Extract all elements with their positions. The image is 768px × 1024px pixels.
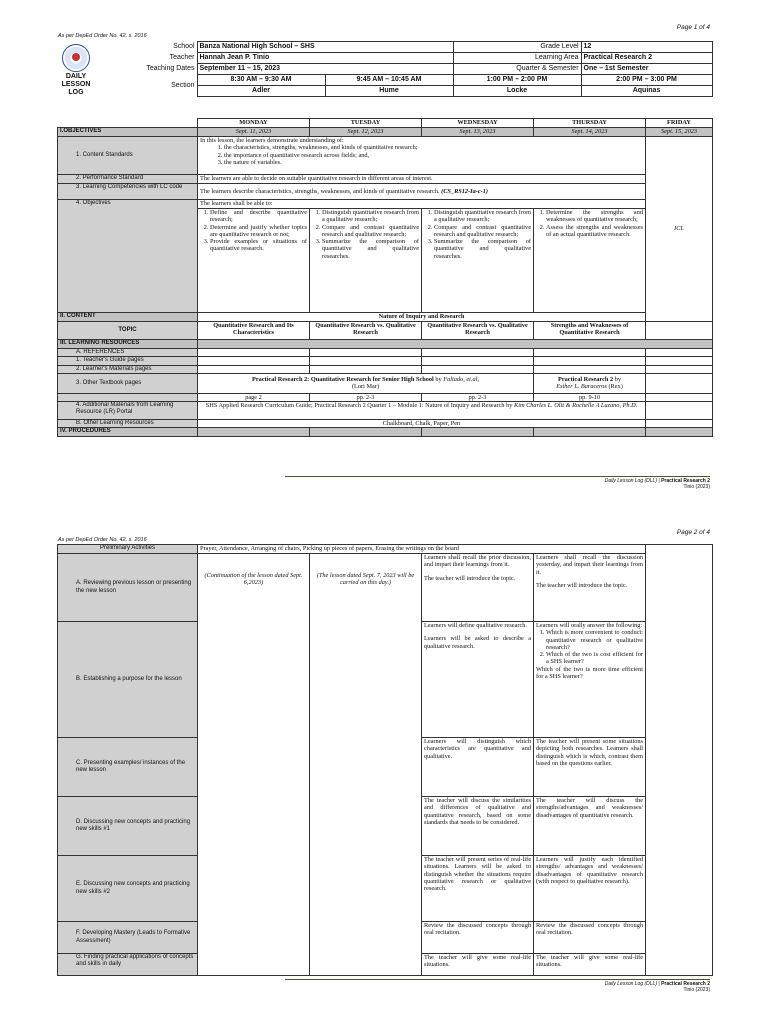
deped-order-note: As per DepEd Order No. 42, s. 2016 <box>58 33 147 39</box>
other-textbook-label: 3. Other Textbook pages <box>58 373 198 393</box>
reviewing-label: A. Reviewing previous lesson or presenting the new lesson <box>58 554 198 622</box>
date-monday: Sept. 11, 2023 <box>198 128 310 137</box>
objectives-monday: 1. Define and describe quantitative research; 2. Determine and justify whether topics are quantitative research or not; 3. Provide examples or situations of quantitative research. <box>198 209 310 313</box>
purpose-wednesday: Learners will define qualitative research. Learners will be asked to describe a qualitative research. <box>422 622 534 738</box>
reviewing-monday: (Continuation of the lesson dated Sept. 6,2023) <box>198 554 310 976</box>
learners-materials-label: 2. Learner's Materials pages <box>58 365 198 373</box>
purpose-thursday: Learners will orally answer the following: 1. Which is more convenient to conduct: quantitative research or qualitative research? 2. Which of the two is cost efficient for a SHS learner? Which of the two is more time efficient for a SHS learner? <box>534 622 646 738</box>
date-thursday: Sept. 14, 2023 <box>534 128 646 137</box>
concepts-2-thursday: Learners will justify each identified strengths/ advantages and weaknesses/ disadvantages of quantitative research (with respect to qualitative research). <box>534 856 646 922</box>
date-wednesday: Sept. 13, 2023 <box>422 128 534 137</box>
concepts-2-wednesday: The teacher will present series of real-life situations. Learners will be asked to distinguish whether the situations require quantitative research or qualitative research. <box>422 856 534 922</box>
textbook-reference: Practical Research 2: Quantitative Research for Senior High School by Faltado, et.al, (Lori Mar) <box>198 373 534 393</box>
day-monday: MONDAY <box>198 119 310 128</box>
competencies-label: 3. Learning Competencies with LC code <box>58 184 198 200</box>
section-4: Aquinas <box>581 86 712 97</box>
section-1: Adler <box>197 86 325 97</box>
content-standard-item: 1. the characteristics, strengths, weaknesses, and kinds of quantitative research; <box>224 144 643 151</box>
preliminary-label: Preliminary Activities <box>58 545 198 554</box>
time-1: 8:30 AM – 9:30 AM <box>197 75 325 86</box>
pages-thursday: pp. 9-10 <box>534 393 646 401</box>
objectives-thursday: 1. Determine the strengths and weaknesses of quantitative research; 2. Assess the strengths and weaknesses of an actual quantitative research. <box>534 209 646 313</box>
concepts-1-wednesday: The teacher will discuss the similarities and differences of qualitative and quantitative research, based on some standards that needs to be considered. <box>422 797 534 856</box>
preliminary-value: Prayer, Attendance, Arranging of chairs, Picking up pieces of papers, Erasing the writings on the board <box>198 545 646 554</box>
concepts-2-label: E. Discussing new concepts and practicing new skills #2 <box>58 856 198 922</box>
objectives-intro: The learners shall be able to: <box>198 200 646 209</box>
procedures-heading: IV. PROCEDURES <box>58 428 198 437</box>
resources-heading: III. LEARNING RESOURCES <box>58 340 198 349</box>
section-3: Locke <box>453 86 581 97</box>
objectives-wednesday: 1. Distinguish quantitative research from a qualitative research; 2. Compare and contrast quantitative research and qualitative research; 3. Summarize the comparison of quantitative and qualitative researches. <box>422 209 534 313</box>
header-table <box>57 41 713 97</box>
deped-seal-logo <box>62 44 90 72</box>
examples-wednesday: Learners will distinguish which characteristics are quantitative and qualitative. <box>422 738 534 797</box>
lesson-table <box>57 118 713 437</box>
reviewing-thursday: Learners shall recall the discussion yesterday, and impart their learnings from it. The teacher will introduce the topic. <box>534 554 646 622</box>
mastery-wednesday: Review the discussed concepts through oral recitation. <box>422 922 534 954</box>
topic-label: TOPIC <box>58 322 198 340</box>
page-footer: Daily Lesson Log (DLL) | Practical Research 2 Tinio (2023) <box>605 476 710 490</box>
dll-title: DAILY LESSON LOG <box>61 72 91 96</box>
content-standard-item: 3. the nature of variables. <box>224 159 643 166</box>
applications-label: G. Finding practical applications of concepts and skills in daily <box>58 954 198 976</box>
objectives-label: 4. Objectives <box>58 200 198 313</box>
content-heading: II. CONTENT <box>58 313 198 322</box>
time-4: 2:00 PM – 3:00 PM <box>581 75 712 86</box>
topic-thursday: Strengths and Weaknesses of Quantitative Research <box>534 322 646 340</box>
quarter-label: Quarter & Semester <box>453 64 581 75</box>
day-wednesday: WEDNESDAY <box>422 119 534 128</box>
section-2: Hume <box>325 86 453 97</box>
lr-portal-value: SHS Applied Research Curriculum Guide; Practical Research 2 Quarter 1 – Module 1: Nature of Inquiry and Research by Kim Charles L. Olit & Rochelle A Luzano, Ph.D. <box>198 402 646 420</box>
pages-wednesday: pp. 2-3 <box>422 393 534 401</box>
examples-label: C. Presenting examples/ instances of the new lesson <box>58 738 198 797</box>
page-2 <box>0 512 768 1024</box>
topic-wednesday: Quantitative Research vs. Qualitative Research <box>422 322 534 340</box>
purpose-label: B. Establishing a purpose for the lesson <box>58 622 198 738</box>
procedures-table <box>57 544 713 976</box>
content-value: Nature of Inquiry and Research <box>198 313 646 322</box>
mastery-label: F. Developing Mastery (Leads to Formative Assessment) <box>58 922 198 954</box>
teachers-guide-label: 1. Teacher's Guide pages <box>58 357 198 365</box>
mastery-thursday: Review the discussed concepts through oral recitation. <box>534 922 646 954</box>
day-friday: FRIDAY <box>646 119 713 128</box>
grade-label: Grade Level <box>453 42 581 53</box>
applications-thursday: The teacher will give some real-life situations. <box>534 954 646 976</box>
time-3: 1:00 PM – 2:00 PM <box>453 75 581 86</box>
reviewing-wednesday: Learners shall recall the prior discussion, and impart their learnings from it. The teacher will introduce the topic. <box>422 554 534 622</box>
content-standards-value: In this lesson, the learners demonstrate understanding of: 1. the characteristics, strengths, weaknesses, and kinds of quantitative research; 2. the importance of quantitative research across fields; and, 3. the nature of variables. <box>198 137 646 175</box>
applications-wednesday: The teacher will give some real-life situations. <box>422 954 534 976</box>
concepts-1-label: D. Discussing new concepts and practicing new skills #1 <box>58 797 198 856</box>
concepts-1-thursday: The teacher will discuss the strengths/advantages and weaknesses/ disadvantages of quantitative research. <box>534 797 646 856</box>
performance-standard-label: 2. Performance Standard <box>58 175 198 184</box>
area-label: Learning Area <box>453 53 581 64</box>
reviewing-tuesday: (The lesson dated Sept. 7, 2023 will be carried on this day.) <box>310 554 422 976</box>
other-resources-label: B. Other Learning Resources <box>58 420 198 428</box>
objectives-tuesday: 1. Distinguish quantitative research from a qualitative research; 2. Compare and contrast quantitative research and qualitative research; 3. Summarize the comparison of quantitative and qualitative researches. <box>310 209 422 313</box>
performance-standard-value: The learners are able to decide on suitable quantitative research in different areas of interest. <box>198 175 646 184</box>
dates-label: Teaching Dates <box>146 64 195 72</box>
area-value: Practical Research 2 <box>581 53 712 64</box>
teacher-value: Hannah Jean P. Tinio <box>197 53 453 64</box>
deped-order-note: As per DepEd Order No. 42, s. 2016 <box>58 537 147 543</box>
page-number: Page 2 of 4 <box>676 529 710 536</box>
topic-tuesday: Quantitative Research vs. Qualitative Research <box>310 322 422 340</box>
day-thursday: THURSDAY <box>534 119 646 128</box>
day-tuesday: TUESDAY <box>310 119 422 128</box>
references-label: A. REFERENCES <box>58 349 198 357</box>
topic-monday: Quantitative Research and Its Characteristics <box>198 322 310 340</box>
other-resources-value: Chalkboard, Chalk, Paper, Pen <box>198 420 646 428</box>
objectives-heading: I.OBJECTIVES <box>58 128 198 137</box>
examples-thursday: The teacher will present some situations depicting both researches. Learners shall distinguish which is which, contrast them based on the questions earlier. <box>534 738 646 797</box>
date-friday: Sept. 15, 2023 <box>646 128 713 137</box>
date-tuesday: Sept. 12, 2023 <box>310 128 422 137</box>
time-2: 9:45 AM – 10:45 AM <box>325 75 453 86</box>
pages-monday: page 2 <box>198 393 310 401</box>
section-label: Section <box>171 81 195 89</box>
textbook2-reference: Practical Research 2 by Esther L. Baraceros (Rex) <box>534 373 646 393</box>
friday-icl: ICL <box>646 137 713 322</box>
quarter-value: One – 1st Semester <box>581 64 712 75</box>
content-standards-label: 1. Content Standards <box>58 137 198 175</box>
content-standard-item: 2. the importance of quantitative research across fields; and, <box>224 152 643 159</box>
school-value: Banza National High School – SHS <box>197 42 453 53</box>
pages-tuesday: pp. 2-3 <box>310 393 422 401</box>
page-footer: Daily Lesson Log (DLL) | Practical Research 2 Tinio (2023) <box>605 979 710 993</box>
dates-value: September 11 – 15, 2023 <box>197 64 453 75</box>
school-label: School <box>95 42 197 53</box>
lr-portal-label: 4. Additional Materials from Learning Resource (LR) Portal <box>58 402 198 420</box>
logo-cell <box>57 42 95 97</box>
competencies-value: The learners describe characteristics, strengths, weaknesses, and kinds of quantitative research. (CS_RS12-Ia-c-1) <box>198 184 646 200</box>
teacher-label: Teacher <box>169 53 195 61</box>
page-number: Page 1 of 4 <box>676 24 710 31</box>
grade-value: 12 <box>581 42 712 53</box>
